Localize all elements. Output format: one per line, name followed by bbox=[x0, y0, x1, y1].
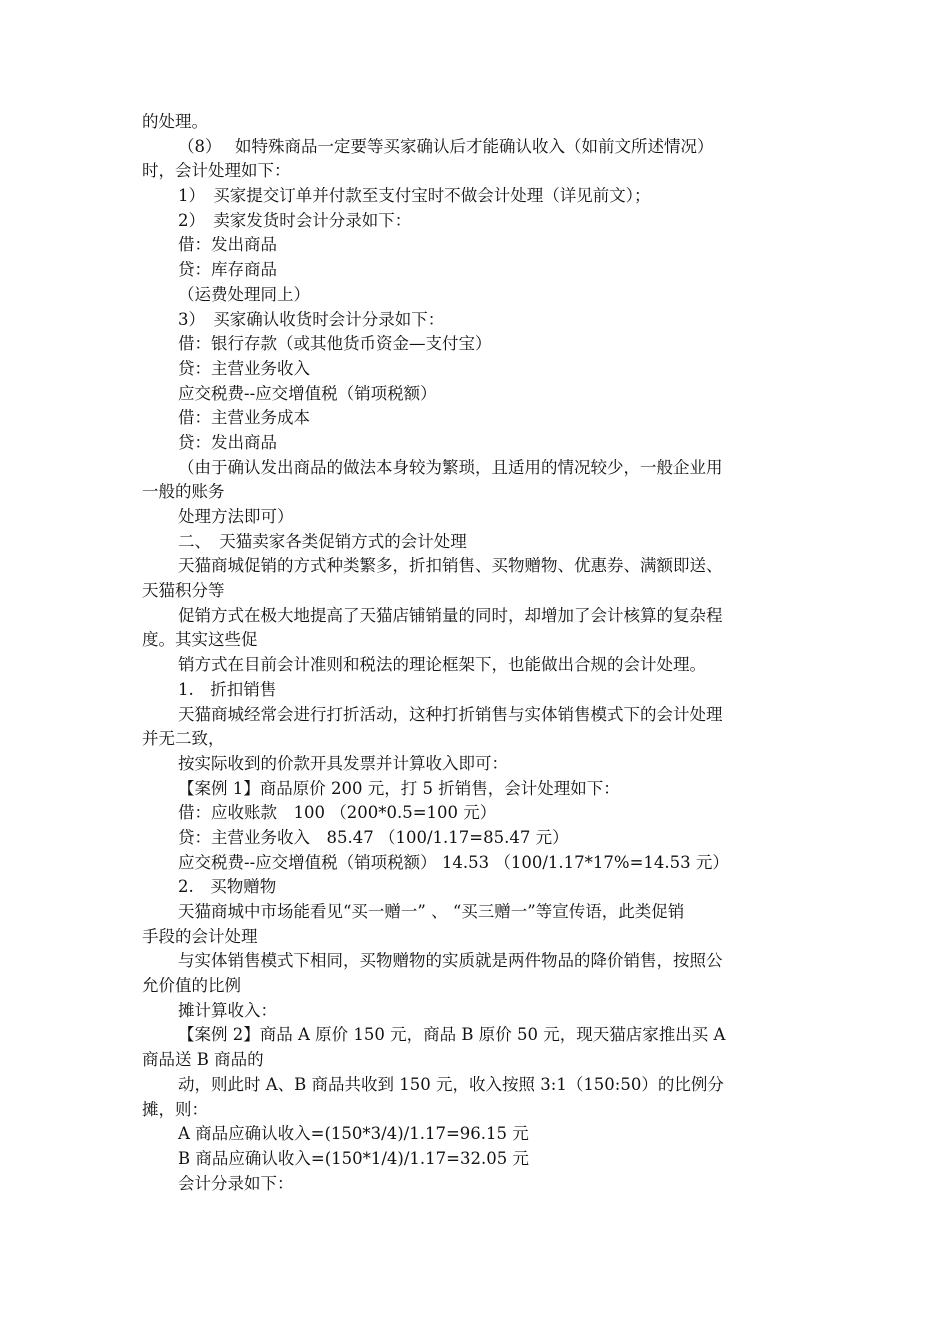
text-line: 二、 天猫卖家各类促销方式的会计处理 bbox=[178, 531, 467, 551]
text-line: （8） 如特殊商品一定要等买家确认后才能确认收入（如前文所述情况） bbox=[178, 136, 714, 156]
text-line: 动，则此时 A、B 商品共收到 150 元，收入按照 3:1（150:50）的比例分 bbox=[178, 1074, 724, 1094]
text-line: B 商品应确认收入=(150*1/4)/1.17=32.05 元 bbox=[178, 1148, 529, 1168]
text-line: 天猫商城中市场能看见“买一赠一” 、 “买三赠一”等宣传语，此类促销 bbox=[178, 902, 685, 921]
text-line: 3） 买家确认收货时会计分录如下： bbox=[178, 309, 445, 329]
text-line: 允价值的比例 bbox=[142, 976, 241, 996]
text-line: 贷：主营业务收入 85.47 （100/1.17=85.47 元） bbox=[178, 827, 569, 847]
text-line: 处理方法即可） bbox=[178, 507, 294, 526]
text-line: A 商品应确认收入=(150*3/4)/1.17=96.15 元 bbox=[178, 1124, 529, 1144]
text-line: 摊，则： bbox=[142, 1099, 208, 1119]
text-line: （由于确认发出商品的做法本身较为繁琐，且适用的情况较少，一般企业用 bbox=[178, 457, 723, 477]
text-line: 2. 买物赠物 bbox=[178, 877, 277, 897]
text-line: 时，会计处理如下： bbox=[142, 161, 291, 181]
text-line: 天猫积分等 bbox=[142, 581, 225, 601]
text-line: 应交税费--应交增值税（销项税额） 14.53 （100/1.17*17%=14.53 元） bbox=[178, 852, 729, 872]
text-line: 【案例 2】商品 A 原价 150 元，商品 B 原价 50 元，现天猫店家推出买 A bbox=[178, 1025, 726, 1045]
text-line: 与实体销售模式下相同，买物赠物的实质就是两件物品的降价销售，按照公 bbox=[178, 951, 723, 971]
text-line: 借：应收账款 100 （200*0.5=100 元） bbox=[178, 803, 497, 823]
text-line: 【案例 1】商品原价 200 元，打 5 折销售，会计处理如下： bbox=[178, 778, 620, 798]
text-line: 摊计算收入： bbox=[178, 1000, 277, 1020]
text-line: 并无二致， bbox=[142, 729, 225, 749]
text-line: 按实际收到的价款开具发票并计算收入即可： bbox=[178, 753, 508, 773]
text-line: （运费处理同上） bbox=[178, 284, 310, 304]
text-line: 借：发出商品 bbox=[178, 235, 277, 255]
text-line: 借：银行存款（或其他货币资金—支付宝） bbox=[178, 334, 492, 354]
text-line: 会计分录如下： bbox=[178, 1173, 294, 1193]
text-line: 2） 卖家发货时会计分录如下： bbox=[178, 210, 412, 230]
text-line: 度。其实这些促 bbox=[142, 630, 258, 650]
text-line: 借：主营业务成本 bbox=[178, 408, 310, 428]
text-line: 手段的会计处理 bbox=[142, 926, 258, 946]
text-line: 贷：库存商品 bbox=[178, 260, 277, 280]
text-line: 1） 买家提交订单并付款至支付宝时不做会计处理（详见前文）； bbox=[178, 186, 651, 206]
document-body bbox=[142, 110, 812, 1196]
text-line: 天猫商城促销的方式种类繁多，折扣销售、买物赠物、优惠券、满额即送、 bbox=[178, 556, 723, 576]
text-line: 贷：发出商品 bbox=[178, 432, 277, 452]
text-line: 贷：主营业务收入 bbox=[178, 358, 310, 378]
text-line: 1. 折扣销售 bbox=[178, 679, 277, 699]
text-line: 一般的账务 bbox=[142, 482, 225, 502]
text-line: 销方式在目前会计准则和税法的理论框架下，也能做出合规的会计处理。 bbox=[178, 655, 706, 675]
text-line: 商品送 B 商品的 bbox=[142, 1050, 264, 1070]
text-line: 的处理。 bbox=[142, 112, 208, 131]
text-line: 应交税费--应交增值税（销项税额） bbox=[178, 383, 437, 403]
text-line: 促销方式在极大地提高了天猫店铺销量的同时，却增加了会计核算的复杂程 bbox=[178, 605, 723, 625]
text-line: 天猫商城经常会进行打折活动，这种打折销售与实体销售模式下的会计处理 bbox=[178, 704, 723, 724]
